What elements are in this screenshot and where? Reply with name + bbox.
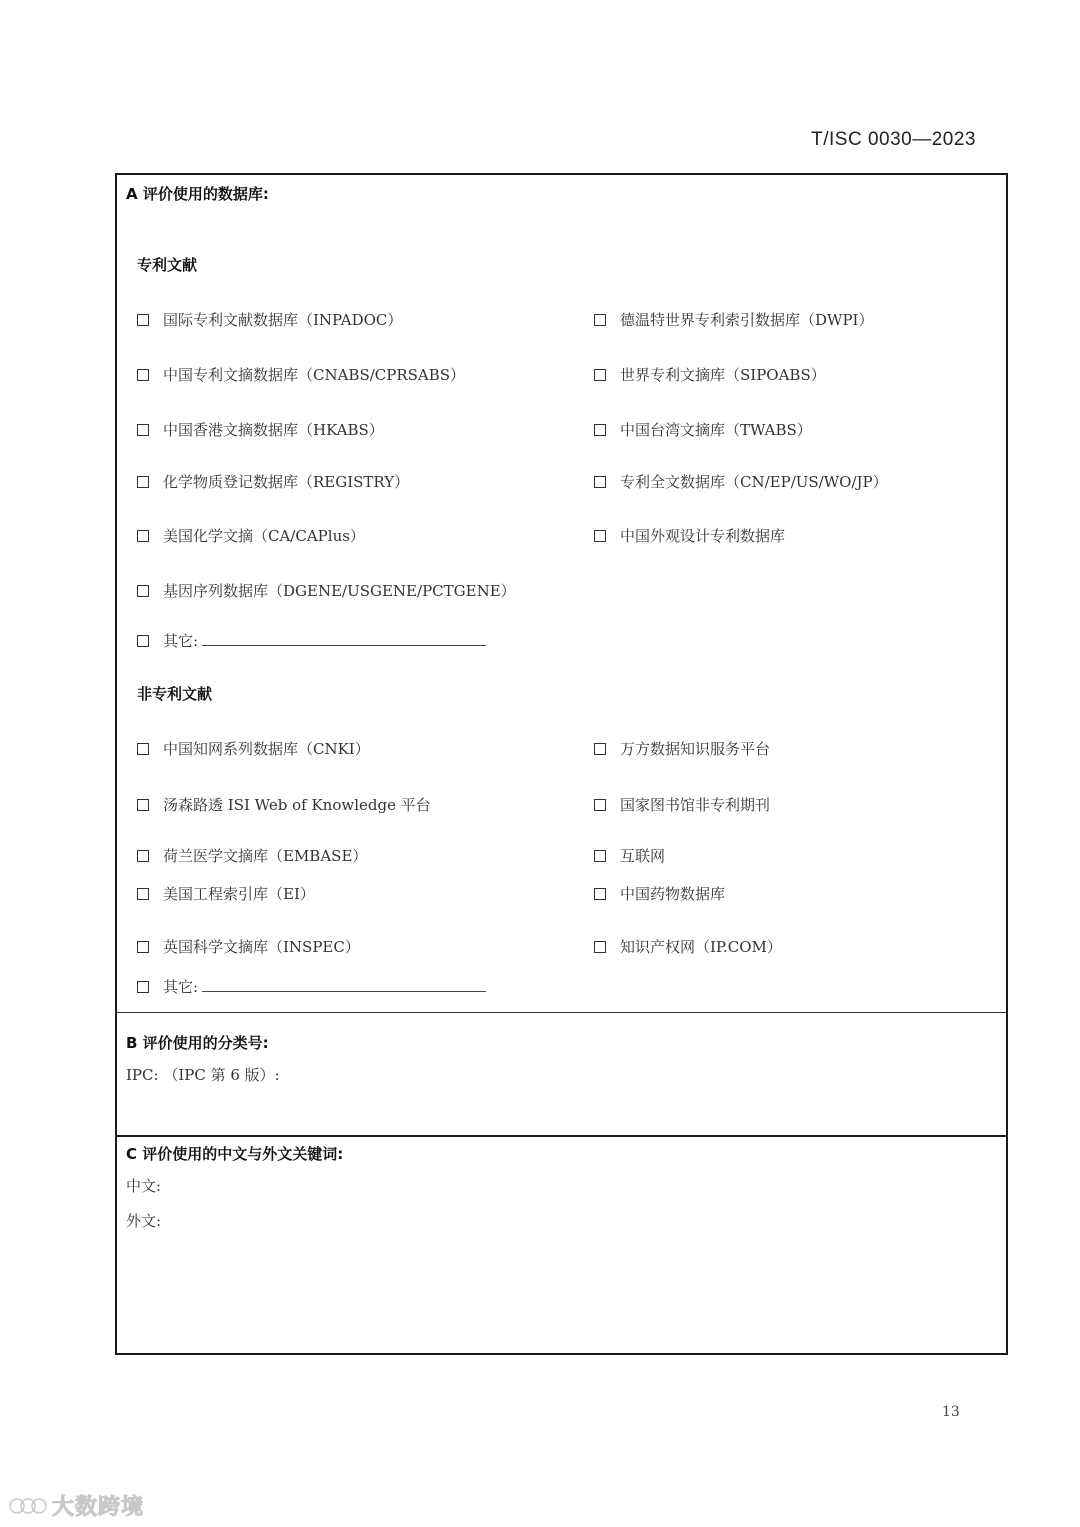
checkbox-icon[interactable] <box>594 850 606 862</box>
checkbox-icon[interactable] <box>594 530 606 542</box>
checkbox-icon[interactable] <box>137 476 149 488</box>
checkbox-icon[interactable] <box>594 369 606 381</box>
checkbox-option[interactable] <box>137 309 402 330</box>
checkbox-option[interactable] <box>594 845 665 866</box>
page-number: 13 <box>942 1404 960 1420</box>
option-label: 汤森路透 ISI Web of Knowledge 平台 <box>163 796 431 814</box>
option-label: 知识产权网（IP.COM） <box>620 938 782 956</box>
option-label: 世界专利文摘库（SIPOABS） <box>620 366 826 384</box>
checkbox-icon[interactable] <box>137 369 149 381</box>
checkbox-icon[interactable] <box>594 941 606 953</box>
section-databases <box>117 175 1006 1013</box>
watermark-text: 大数跨境 <box>52 1495 145 1520</box>
checkbox-icon[interactable] <box>594 743 606 755</box>
option-label: 专利全文数据库（CN/EP/US/WO/JP） <box>620 473 888 491</box>
checkbox-option-other[interactable] <box>137 630 486 651</box>
checkbox-icon[interactable] <box>137 941 149 953</box>
checkbox-icon[interactable] <box>594 424 606 436</box>
option-label: 美国工程索引库（EI） <box>163 885 315 903</box>
option-label: 化学物质登记数据库（REGISTRY） <box>163 473 410 491</box>
checkbox-option[interactable] <box>137 419 384 440</box>
checkbox-icon[interactable] <box>137 314 149 326</box>
checkbox-icon[interactable] <box>594 476 606 488</box>
option-label: 中国知网系列数据库（CNKI） <box>163 740 370 758</box>
foreign-keywords-field[interactable]: 外文: <box>126 1212 162 1230</box>
section-a-title: A 评价使用的数据库: <box>126 185 269 203</box>
option-label: 中国药物数据库 <box>620 885 726 903</box>
option-label: 国际专利文献数据库（INPADOC） <box>163 311 403 329</box>
section-b-title: B 评价使用的分类号: <box>126 1034 269 1052</box>
option-label: 美国化学文摘（CA/CAPlus） <box>163 527 365 545</box>
option-label: 互联网 <box>620 847 666 865</box>
option-label: 荷兰医学文摘库（EMBASE） <box>163 847 368 865</box>
ipc-field[interactable]: IPC: （IPC 第 6 版）: <box>126 1066 280 1084</box>
checkbox-option[interactable] <box>137 883 315 904</box>
checkbox-option[interactable] <box>137 525 365 546</box>
checkbox-icon[interactable] <box>594 799 606 811</box>
checkbox-icon[interactable] <box>137 743 149 755</box>
option-label: 中国专利文摘数据库（CNABS/CPRSABS） <box>163 366 466 384</box>
checkbox-option[interactable] <box>594 471 888 492</box>
patent-literature-heading: 专利文献 <box>137 256 198 274</box>
checkbox-option[interactable] <box>594 525 785 546</box>
watermark-logo-icon <box>8 1494 48 1518</box>
checkbox-option[interactable] <box>594 794 770 815</box>
checkbox-option[interactable] <box>137 936 360 957</box>
option-label: 国家图书馆非专利期刊 <box>620 796 771 814</box>
option-label: 英国科学文摘库（INSPEC） <box>163 938 360 956</box>
other-input-line[interactable] <box>202 981 486 992</box>
option-label: 德温特世界专利索引数据库（DWPI） <box>620 311 874 329</box>
evaluation-form <box>115 173 1008 1355</box>
checkbox-option[interactable] <box>137 794 431 815</box>
checkbox-option[interactable] <box>594 364 826 385</box>
option-label: 中国外观设计专利数据库 <box>620 527 786 545</box>
option-label: 基因序列数据库（DGENE/USGENE/PCTGENE） <box>163 582 516 600</box>
chinese-keywords-field[interactable]: 中文: <box>126 1177 162 1195</box>
non-patent-literature-heading: 非专利文献 <box>137 685 213 703</box>
checkbox-icon[interactable] <box>137 585 149 597</box>
checkbox-icon[interactable] <box>594 888 606 900</box>
checkbox-icon[interactable] <box>137 850 149 862</box>
checkbox-option[interactable] <box>137 738 370 759</box>
checkbox-option[interactable] <box>137 364 465 385</box>
option-label: 其它: <box>163 632 199 650</box>
section-classification <box>117 1013 1006 1137</box>
checkbox-option[interactable] <box>137 580 516 601</box>
option-label: 中国香港文摘数据库（HKABS） <box>163 421 384 439</box>
checkbox-icon[interactable] <box>137 799 149 811</box>
other-input-line[interactable] <box>202 635 486 646</box>
option-label: 其它: <box>163 978 199 996</box>
checkbox-icon[interactable] <box>137 888 149 900</box>
option-label: 万方数据知识服务平台 <box>620 740 771 758</box>
section-c-title: C 评价使用的中文与外文关键词: <box>126 1145 344 1163</box>
checkbox-icon[interactable] <box>137 635 149 647</box>
checkbox-icon[interactable] <box>594 314 606 326</box>
checkbox-option[interactable] <box>594 419 812 440</box>
checkbox-option[interactable] <box>594 883 725 904</box>
section-keywords <box>117 1137 1006 1352</box>
checkbox-option[interactable] <box>594 936 782 957</box>
watermark <box>8 1490 144 1521</box>
checkbox-option-other[interactable] <box>137 976 486 997</box>
document-code: T/ISC 0030—2023 <box>811 129 976 150</box>
checkbox-option[interactable] <box>594 738 770 759</box>
checkbox-option[interactable] <box>594 309 873 330</box>
checkbox-icon[interactable] <box>137 424 149 436</box>
checkbox-icon[interactable] <box>137 981 149 993</box>
option-label: 中国台湾文摘库（TWABS） <box>620 421 812 439</box>
checkbox-option[interactable] <box>137 845 367 866</box>
checkbox-option[interactable] <box>137 471 409 492</box>
checkbox-icon[interactable] <box>137 530 149 542</box>
